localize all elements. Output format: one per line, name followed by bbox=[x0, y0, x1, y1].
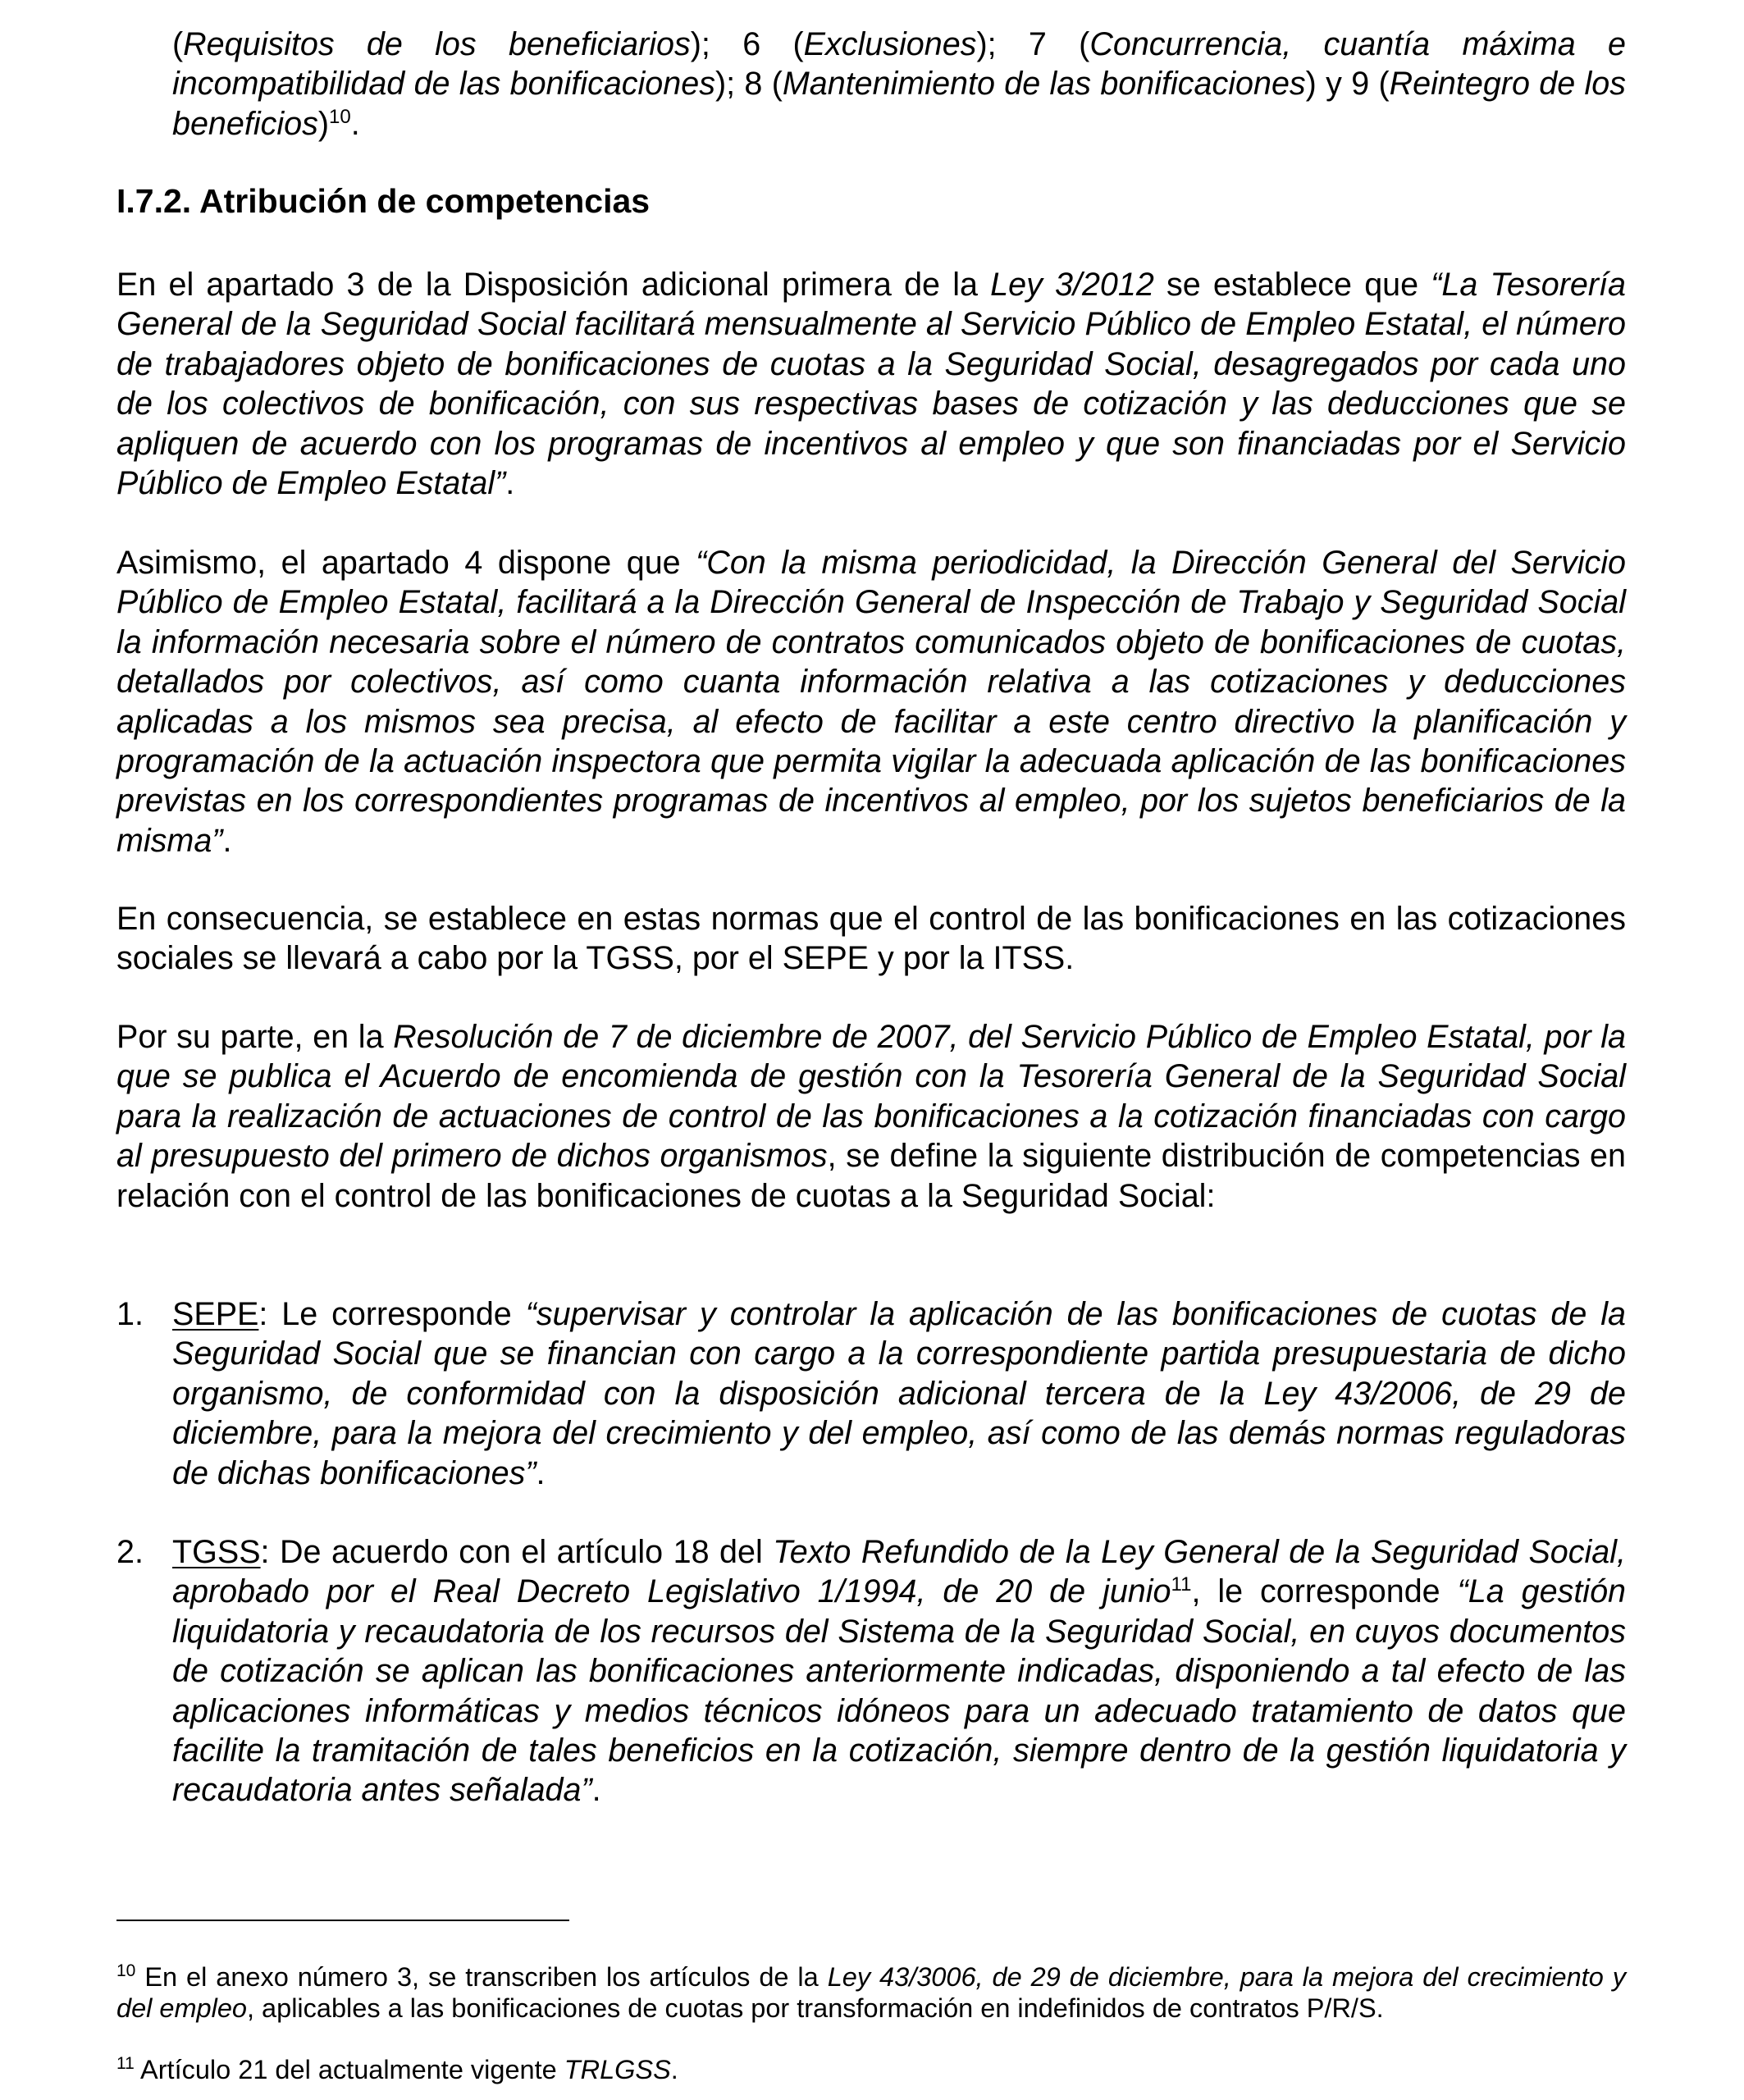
list-item-tgss: TGSS: De acuerdo con el artículo 18 del Texto Refundido de la Ley General de la Seguridad Social, aprobado por el Real Decreto Legislativo 1/1994, de 20 de junio$^{11}$, le corresponde “La gestión liquidatoria y recaudatoria de los recursos del Sistema de la Seguridad Social, en cuyos documentos de cotización se aplican las bonificaciones anteriormente indicadas, disponiendo a tal efecto de las aplicaciones informáticas y medios técnicos idóneos para un adecuado tratamiento de datos que facilite la tramitación de tales beneficios en la cotización, siempre dentro de la gestión liquidatoria y recaudatoria antes señalada”. bbox=[172, 1534, 1627, 1809]
footnote-10: $^{10}$ En el anexo número 3, se transcriben los artículos de la Ley 43/3006, de 29 de diciembre, para la mejora del crecimiento y del empleo, aplicables a las bonificaciones de cuotas por transformación en indefinidos de contratos P/R/S. bbox=[116, 1961, 1626, 2023]
list-number: 2. bbox=[116, 1534, 144, 1570]
paragraph-apartado-4: Asimismo, el apartado 4 dispone que “Con la misma periodicidad, la Dirección General del Servicio Público de Empleo Estatal, facilitará a la Dirección General de Inspección de Trabajo y Seguridad Social la información necesaria sobre el número de contratos comunicados objeto de bonificaciones de cuotas, detallados por colectivos, así como cuanta información relativa a las cotizaciones y deducciones aplicadas a los mismos sea precisa, al efecto de facilitar a este centro directivo la planificación y programación de la actuación inspectora que permita vigilar la adecuada aplicación de las bonificaciones previstas en los correspondientes programas de incentivos al empleo, por los sujetos beneficiarios de la misma”. bbox=[116, 545, 1626, 859]
list-term: TGSS bbox=[172, 1534, 261, 1570]
footnote-separator bbox=[116, 1920, 569, 1921]
list-number: 1. bbox=[116, 1296, 144, 1332]
paragraph-apartado-3: En el apartado 3 de la Disposición adicional primera de la Ley 3/2012 se establece que “La Tesorería General de la Seguridad Social facilitará mensualmente al Servicio Público de Empleo Estatal, el número de trabajadores objeto de bonificaciones de cuotas a la Seguridad Social, desagregados por cada uno de los colectivos de bonificación, con sus respectivas bases de cotización y las deducciones que se apliquen de acuerdo con los programas de incentivos al empleo y que son financiadas por el Servicio Público de Empleo Estatal”. bbox=[116, 267, 1626, 502]
footnote-ref-11: 11 bbox=[1171, 1573, 1192, 1596]
footnote-ref-10: 10 bbox=[329, 105, 351, 128]
footnote-11: $^{11}$ Artículo 21 del actualmente vigente TRLGSS. bbox=[116, 2054, 678, 2084]
list-item-sepe: SEPE: Le corresponde “supervisar y controlar la aplicación de las bonificaciones de cuotas de la Seguridad Social que se financian con cargo a la correspondiente partida presupuestaria de dicho organismo, de conformidad con la disposición adicional tercera de la Ley 43/2006, de 29 de diciembre, para la mejora del crecimiento y del empleo, así como de las demás normas reguladoras de dichas bonificaciones”. bbox=[172, 1296, 1627, 1491]
paragraph-requisitos: (Requisitos de los beneficiarios); 6 (Exclusiones); 7 (Concurrencia, cuantía máxima e incompatibilidad de las bonificaciones); 8 (Mantenimiento de las bonificaciones) y 9 (Reintegro de los beneficios)$^{10}$. bbox=[172, 26, 1627, 142]
paragraph-consecuencia: En consecuencia, se establece en estas normas que el control de las bonificaciones en las cotizaciones sociales se llevará a cabo por la TGSS, por el SEPE y por la ITSS. bbox=[116, 901, 1626, 977]
section-heading: I.7.2. Atribución de competencias bbox=[116, 182, 651, 220]
list-term: SEPE bbox=[172, 1296, 259, 1332]
paragraph-resolucion: Por su parte, en la Resolución de 7 de diciembre de 2007, del Servicio Público de Empleo Estatal, por la que se publica el Acuerdo de encomienda de gestión con la Tesorería General de la Seguridad Social para la realización de actuaciones de control de las bonificaciones a la cotización financiadas con cargo al presupuesto del primero de dichos organismos, se define la siguiente distribución de competencias en relación con el control de las bonificaciones de cuotas a la Seguridad Social: bbox=[116, 1019, 1627, 1214]
